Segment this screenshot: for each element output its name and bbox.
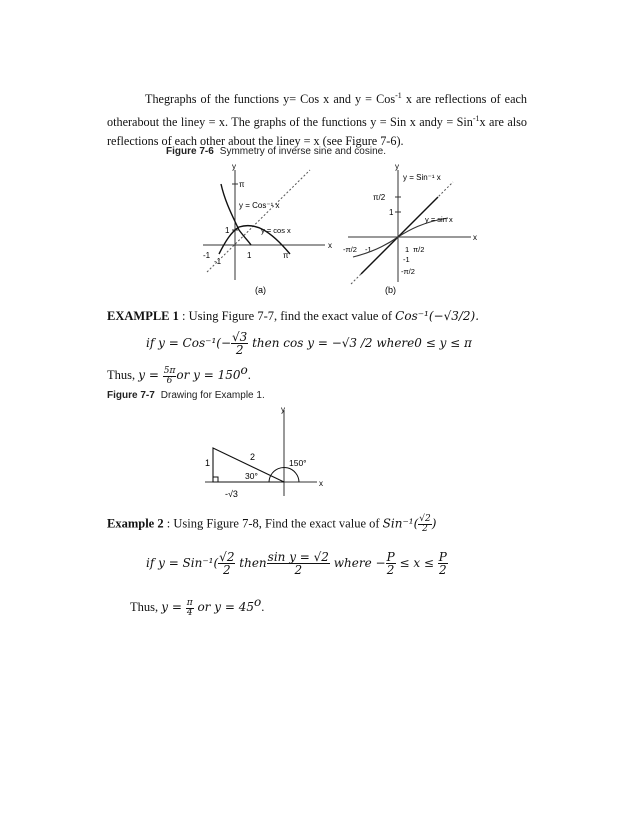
p-left-numerator: P — [386, 550, 395, 564]
thus-end: . — [261, 600, 265, 615]
arccos-label: y = Cos⁻¹ x — [239, 201, 280, 210]
p-right-denominator: 2 — [439, 563, 447, 577]
angle-30-arc — [269, 475, 271, 482]
hypotenuse-label: 2 — [250, 452, 256, 462]
thus-fraction — [186, 599, 194, 618]
x-axis-label: x — [319, 479, 323, 488]
figure-7-6a-graph — [195, 162, 340, 297]
fraction-numerator: √3 — [232, 330, 248, 344]
fraction-1-denominator: 2 — [222, 563, 231, 577]
thus-end: . — [247, 368, 251, 383]
example-1-expression: Cos⁻¹(−√3/2). — [395, 309, 480, 323]
angle-150-arc — [271, 467, 299, 482]
thus-label: Thus, — [107, 368, 139, 383]
tick-label-pi: π — [239, 180, 245, 189]
example-2-expression: Sin⁻¹( — [382, 516, 419, 531]
figure-7-6-label: Figure 7-6 — [166, 146, 214, 157]
degree-sup: o — [240, 363, 248, 377]
sin-label: y = sin x — [425, 215, 453, 224]
tick-label-pi-2-x: π/2 — [413, 245, 425, 254]
fraction-1 — [218, 551, 235, 576]
expr-denominator: 2 — [422, 524, 428, 534]
fraction-1-numerator: √2 — [219, 550, 235, 564]
example-2-heading-line — [107, 515, 436, 534]
thus-y: y = — [161, 600, 186, 615]
thus-numerator: π — [186, 597, 193, 608]
tick-label-neg-one-x: -1 — [365, 245, 372, 254]
tick-label-neg-pi-2-x: -π/2 — [343, 245, 357, 254]
tick-label-pi-2: π/2 — [373, 193, 386, 202]
expr-numerator: √2 — [419, 514, 431, 524]
fraction-denominator: 2 — [235, 343, 244, 357]
y-axis-label: y — [281, 406, 285, 414]
intro-text-1: Thegraphs of the functions y= Cos x and y = Cos — [145, 92, 396, 107]
subfigure-b-label: (b) — [385, 285, 396, 295]
thus-label: Thus, — [130, 600, 162, 615]
degree-sup: o — [253, 595, 262, 609]
p-left-denominator: 2 — [386, 563, 395, 577]
figure-7-7-label: Figure 7-7 — [107, 390, 155, 401]
intro-text-3: x are also reflections of each other about the liney = x (see Figure 7-6). — [107, 115, 527, 149]
figure-7-6-caption-text: Symmetry of inverse sine and cosine. — [219, 146, 386, 157]
p-right-numerator: P — [438, 550, 447, 564]
example-1-equation — [146, 331, 472, 356]
expr-end: ) — [431, 516, 437, 531]
thus-denominator: 4 — [186, 607, 193, 618]
intro-sup-1: -1 — [395, 91, 402, 100]
example-2-text: : Using Figure 7-8, Find the exact value of — [163, 516, 383, 531]
angle-150-label: 150° — [289, 458, 307, 468]
figure-7-6b-graph — [343, 162, 493, 297]
tick-label-neg-one-y: -1 — [214, 257, 222, 266]
example-2-thus — [130, 595, 264, 618]
arccos-curve — [221, 184, 251, 245]
fraction-p-left — [386, 551, 396, 576]
example-1-heading: EXAMPLE 1 — [107, 309, 179, 323]
example-1-text: : Using Figure 7-7, find the exact value of — [178, 309, 396, 323]
example-2-heading: Example 2 — [107, 516, 164, 531]
neg-root-3-label: -√3 — [225, 489, 238, 499]
tick-label-one: 1 — [225, 226, 230, 235]
example-1-thus — [107, 363, 251, 386]
figure-7-7-caption-text: Drawing for Example 1. — [160, 390, 265, 401]
tick-label-pi-x: π — [283, 251, 289, 260]
cos-label: y = cos x — [261, 226, 291, 235]
right-angle-mark — [213, 477, 218, 482]
y-axis-label: y — [232, 162, 236, 171]
intro-text-2: x are reflections of each otherabout the liney = x. The graphs of the functions y = Sin x andy = Sin — [107, 92, 527, 130]
intro-paragraph — [107, 86, 527, 151]
example-2-if: if y = Sin⁻¹( — [146, 556, 219, 570]
example-1-heading-line — [107, 309, 479, 324]
thus-fraction — [163, 367, 177, 386]
fraction-2-numerator: sin y = √2 — [267, 550, 329, 564]
subfigure-a-label: (a) — [255, 285, 266, 295]
thus-y: y = — [138, 368, 163, 383]
x-axis-label: x — [328, 241, 332, 250]
tick-label-neg-one-y: -1 — [403, 255, 410, 264]
intro-sup-2: -1 — [472, 114, 480, 124]
angle-30-label: 30° — [245, 471, 258, 481]
example-2-then: then — [235, 556, 267, 570]
fraction-2-denominator: 2 — [294, 563, 303, 577]
tick-label-one-x: 1 — [405, 245, 410, 254]
y-axis-label: y — [395, 162, 399, 171]
thus-numerator: 5π — [163, 365, 176, 376]
figure-7-6-caption — [166, 146, 386, 157]
example-2-leq: ≤ x ≤ — [395, 556, 438, 570]
example-1-fraction — [231, 331, 248, 356]
tick-label-neg-pi-2-y: -π/2 — [401, 267, 415, 276]
example-1-if: if y = Cos⁻¹(− — [146, 336, 232, 350]
fraction-p-right — [438, 551, 448, 576]
figure-7-7-caption — [107, 390, 265, 401]
side-one-label: 1 — [205, 458, 211, 468]
tick-label-one-x: 1 — [247, 251, 252, 260]
thus-rest: or y = 45 — [193, 600, 254, 615]
fraction-2 — [267, 551, 330, 576]
line-y-equals-x — [207, 170, 310, 272]
x-axis-label: x — [473, 233, 477, 242]
example-2-equation — [146, 551, 448, 576]
example-2-where: where − — [329, 556, 386, 570]
tick-label-one: 1 — [389, 208, 394, 217]
example-2-expr-fraction — [418, 515, 431, 534]
figure-7-7-drawing — [195, 406, 340, 506]
thus-rest: or y = 150 — [176, 368, 241, 383]
example-1-then: then cos y = −√3 /2 where0 ≤ y ≤ π — [248, 336, 472, 350]
thus-denominator: 6 — [166, 375, 173, 386]
arcsin-label: y = Sin⁻¹ x — [403, 173, 441, 182]
tick-label-neg-one-x: -1 — [203, 251, 211, 260]
